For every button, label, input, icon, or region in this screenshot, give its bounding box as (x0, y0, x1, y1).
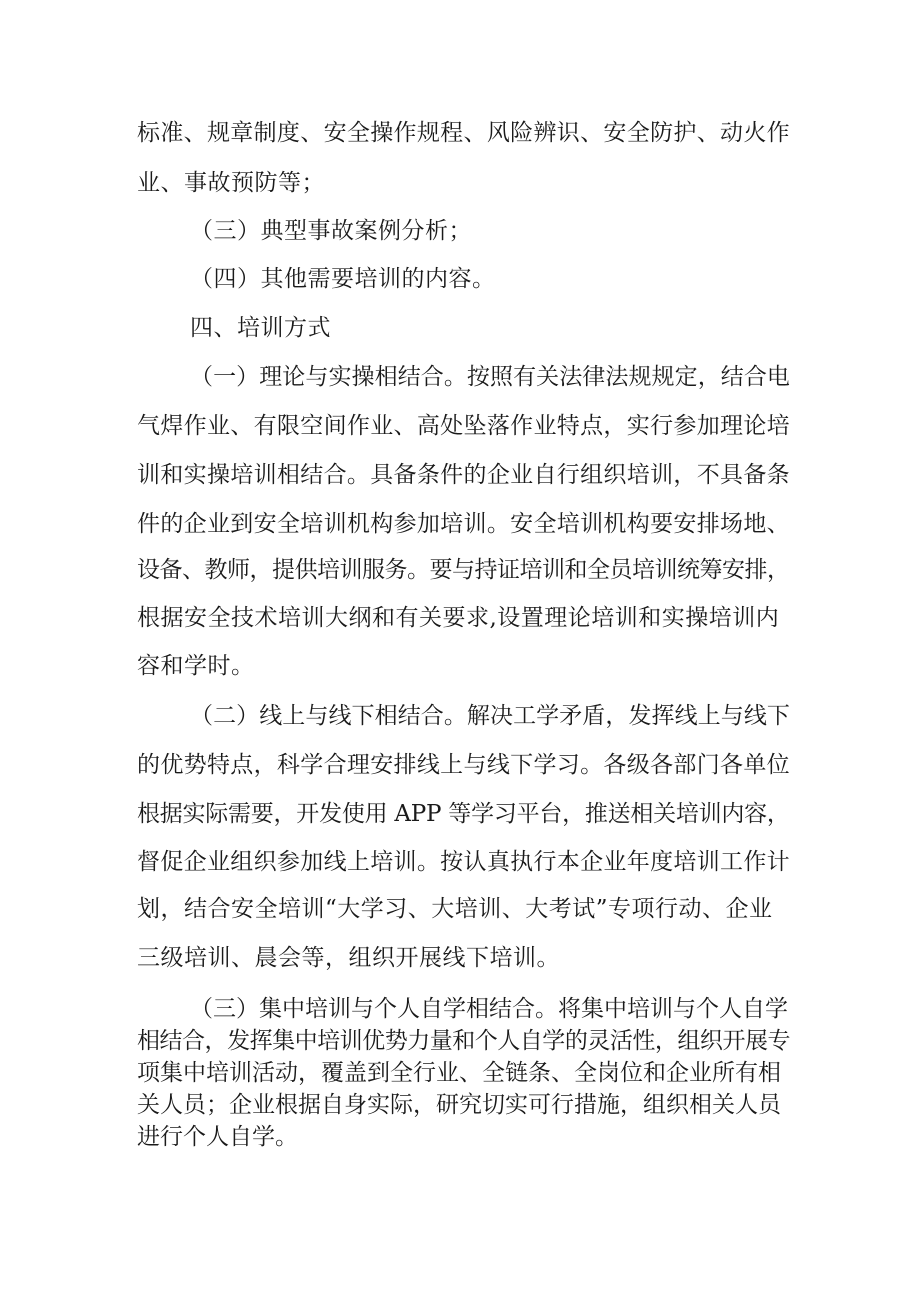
text-line: 划，结合安全培训“大学习、大培训、大考试”专项行动、企业 (137, 896, 773, 922)
text-line: 设备、教师，提供培训服务。要与持证培训和全员培训统筹安排， (137, 557, 790, 583)
text-line: （四）其他需要培训的内容。 (190, 266, 496, 292)
text-line: 三级培训、晨会等，组织开展线下培训。 (137, 945, 560, 971)
text-line: （一）理论与实操相结合。按照有关法律法规规定，结合电 (190, 364, 790, 390)
text-line: 项集中培训活动，覆盖到全行业、全链条、全岗位和企业所有相 (137, 1060, 781, 1086)
text-line: 训和实操培训相结合。具备条件的企业自行组织培训，不具备条 (137, 462, 790, 488)
text-line: 气焊作业、有限空间作业、高处坠落作业特点，实行参加理论培 (137, 413, 790, 439)
text-line: 根据实际需要，开发使用 APP 等学习平台，推送相关培训内容， (137, 801, 790, 827)
section-heading: 四、培训方式 (190, 315, 331, 341)
text-line: 件的企业到安全培训机构参加培训。安全培训机构要安排场地、 (137, 511, 790, 537)
text-line: 容和学时。 (137, 653, 255, 679)
text-line: 相结合，发挥集中培训优势力量和个人自学的灵活性，组织开展专 (137, 1028, 790, 1054)
text-line: 标准、规章制度、安全操作规程、风险辨识、安全防护、动火作 (137, 120, 790, 146)
text-line: 根据安全技术培训大纲和有关要求,设置理论培训和实操培训内 (137, 605, 780, 631)
text-line: 进行个人自学。 (137, 1124, 298, 1150)
text-line: （三）集中培训与个人自学相结合。将集中培训与个人自学 (190, 996, 788, 1022)
text-line: （三）典型事故案例分析； (190, 218, 472, 244)
text-line: 关人员；企业根据自身实际，研究切实可行措施，组织相关人员 (137, 1092, 781, 1118)
text-line: 的优势特点，科学合理安排线上与线下学习。各级各部门各单位 (137, 752, 790, 778)
text-line: 督促企业组织参加线上培训。按认真执行本企业年度培训工作计 (137, 849, 790, 875)
text-line: （二）线上与线下相结合。解决工学矛盾，发挥线上与线下 (190, 703, 790, 729)
text-line: 业、事故预防等； (137, 170, 325, 196)
